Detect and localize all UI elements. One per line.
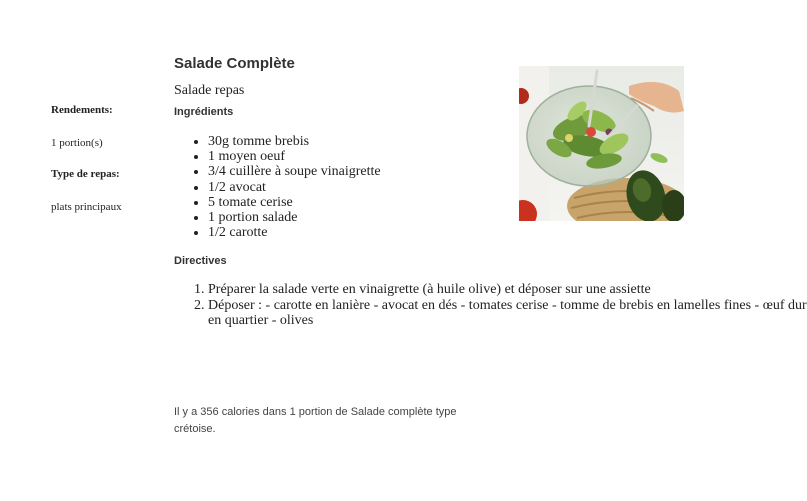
ingredient-item: • 1 moyen oeuf (208, 149, 381, 164)
calories-note: Il y a 356 calories dans 1 portion de Salade complète type crétoise. (174, 406, 457, 435)
recipe-header (174, 54, 774, 100)
yield-label: Rendements: (51, 104, 113, 116)
ingredient-item: • 1/2 carotte (208, 225, 381, 240)
ingredient-item: • 1 portion salade (208, 210, 381, 225)
directive-step: 2. Déposer : - carotte en lanière - avocat en dés - tomates cerise - tomme de brebis en lamelles fines - œuf dur en quartier - olives (208, 298, 807, 329)
ingredients-heading: Ingrédients (174, 106, 234, 118)
meal-type-label: Type de repas: (51, 168, 120, 180)
salad-bowl-photo (519, 66, 684, 221)
recipe-subtitle: Salade repas (174, 83, 245, 98)
meal-type-value: plats principaux (51, 201, 122, 213)
directive-step: 1. Préparer la salade verte en vinaigrette (à huile olive) et déposer sur une assiette (208, 282, 807, 298)
ingredients-list (174, 134, 381, 240)
recipe-title: Salade Complète (174, 55, 295, 72)
directives-list (174, 282, 807, 329)
ingredient-item: • 3/4 cuillère à soupe vinaigrette (208, 164, 381, 179)
recipe-sidebar (51, 104, 161, 232)
directives-heading: Directives (174, 255, 227, 267)
ingredient-item: • 30g tomme brebis (208, 134, 381, 149)
yield-value: 1 portion(s) (51, 137, 103, 149)
ingredient-item: • 1/2 avocat (208, 180, 381, 195)
ingredient-item: • 5 tomate cerise (208, 195, 381, 210)
